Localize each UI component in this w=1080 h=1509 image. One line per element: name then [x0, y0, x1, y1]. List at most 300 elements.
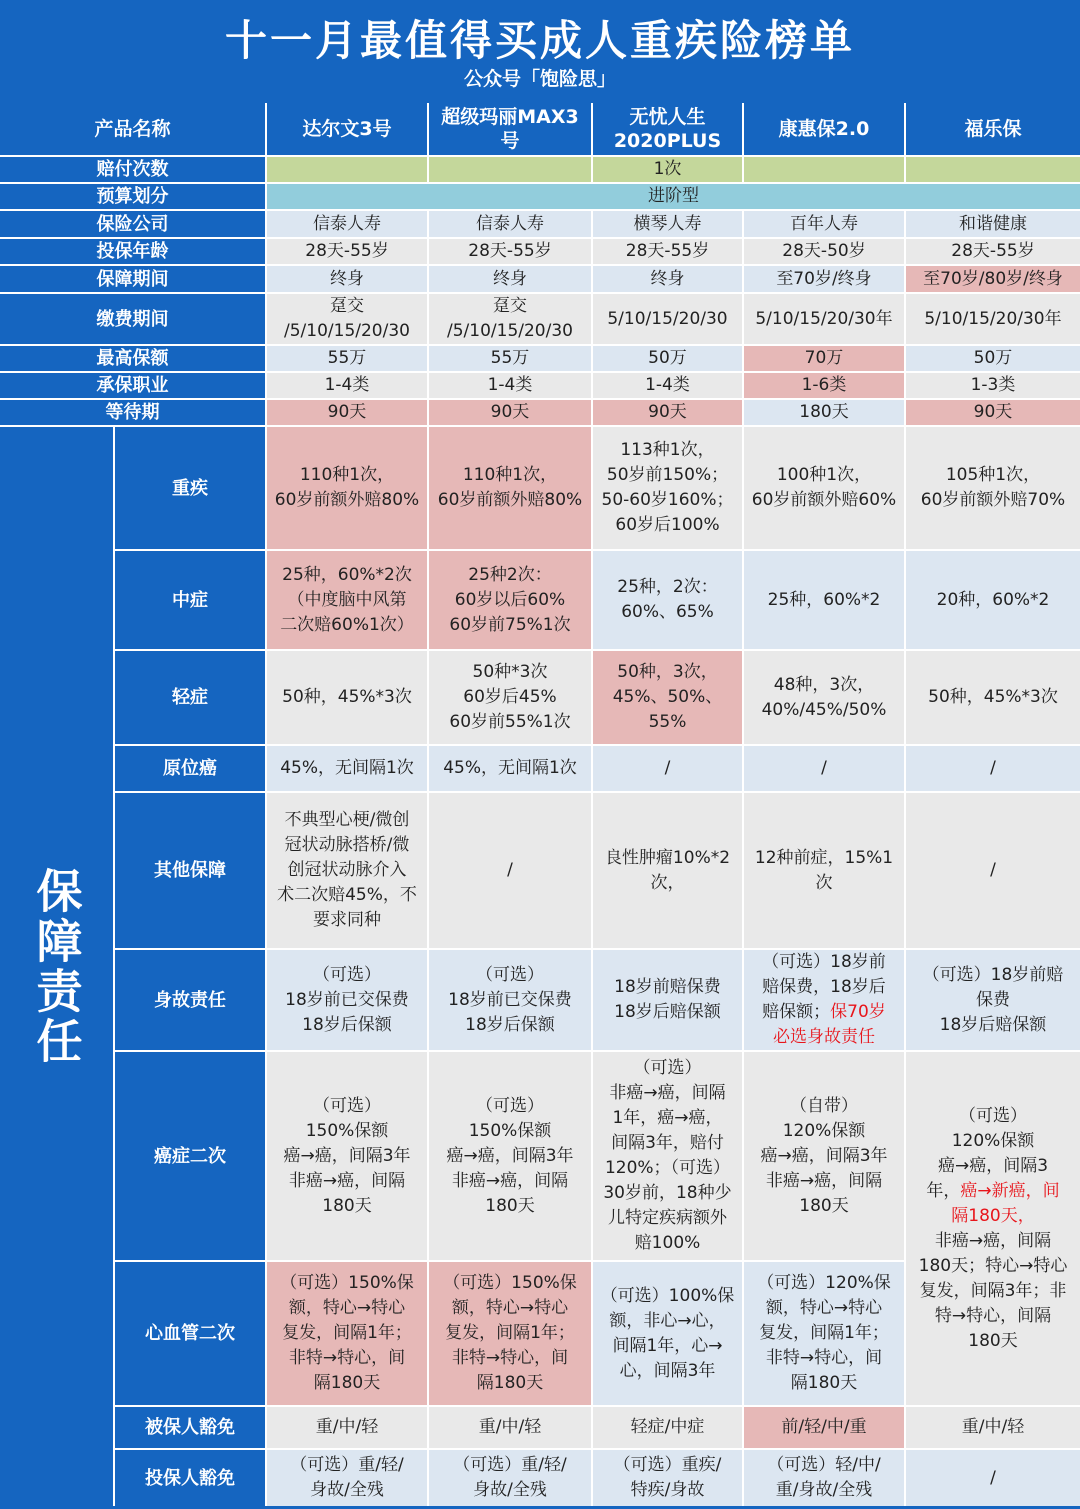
- row-label: [115, 551, 265, 649]
- cell-text: 终身: [493, 268, 527, 289]
- cell-content: [617, 575, 717, 625]
- cell-content: [821, 756, 827, 781]
- cell-text: 180天: [799, 402, 849, 422]
- table-cell: [906, 950, 1080, 1050]
- table-cell: [906, 294, 1080, 344]
- cell-text: （可选） 18岁前已交保费 18岁后保额: [285, 964, 409, 1035]
- cell-text: 百年人寿: [790, 213, 858, 234]
- page-title: 十一月最值得买成人重疾险榜单: [224, 16, 855, 65]
- cell-text: （可选）重/轻/ 身故/全残: [290, 1455, 404, 1500]
- table-cell: [267, 950, 427, 1050]
- table-cell: [267, 427, 427, 549]
- cell-content: [755, 846, 893, 896]
- cell-text: /: [664, 758, 671, 778]
- cell-content: [614, 1453, 722, 1503]
- row-label: [0, 157, 265, 182]
- product-header: [267, 103, 427, 155]
- cell-text: 1-4类: [324, 375, 370, 395]
- table-cell: [429, 427, 591, 549]
- cell-text: 28天-50岁: [782, 241, 866, 261]
- cell-text: 趸交 /5/10/15/20/30: [447, 296, 573, 341]
- cell-text: 产品名称: [94, 118, 171, 140]
- cell-text: 28天-55岁: [951, 241, 1035, 261]
- cell-text: 28天-55岁: [625, 241, 710, 261]
- table-cell: [429, 551, 591, 649]
- comparison-table: [0, 103, 1080, 1506]
- cell-text: 70万: [804, 348, 844, 368]
- cell-content: [799, 400, 848, 425]
- claims-cell: [593, 157, 742, 182]
- table-cell: [744, 373, 904, 398]
- cell-text: /: [821, 758, 827, 778]
- cell-text: 28天-55岁: [305, 241, 389, 261]
- row-label: [0, 184, 265, 209]
- cell-text: 110种1次， 60岁前额外赔80%: [437, 465, 583, 510]
- title-banner: [0, 0, 1080, 103]
- cell-text: 90天: [490, 402, 530, 422]
- cell-text: （可选）150%保 额，特心→特心 复发，间隔1年； 非特→特心，间 隔180天: [280, 1273, 414, 1393]
- table-cell: [267, 346, 427, 371]
- budget-cell: [267, 184, 1080, 209]
- cell-text: 无忧人生 2020PLUS: [613, 106, 722, 152]
- cell-content: [443, 756, 577, 781]
- cell-content: [438, 463, 582, 513]
- page-subtitle: 公众号「饱险思」: [463, 68, 616, 90]
- cell-text: 心血管二次: [145, 1323, 235, 1344]
- table-cell: [267, 1262, 427, 1405]
- cell-text: 25种，2次： 60%、65%: [617, 577, 718, 622]
- cell-text: 50种，45%*3次: [282, 687, 412, 707]
- cell-text: 55万: [327, 348, 367, 368]
- cell-text: 承保职业: [96, 375, 169, 396]
- cell-content: [476, 212, 544, 237]
- cell-content: [665, 756, 671, 781]
- cell-text: 重疾: [172, 477, 208, 499]
- table-cell: [429, 651, 591, 744]
- cell-text: 48种，3次， 40%/45%/50%: [761, 674, 887, 720]
- cell-text: 信泰人寿: [476, 213, 544, 234]
- table-cell: [906, 373, 1080, 398]
- cell-content: [603, 1056, 731, 1256]
- table-cell: [429, 373, 591, 398]
- table-cell: [267, 294, 427, 344]
- cell-text: 25种2次： 60岁以后60% 60岁前75%1次: [449, 564, 571, 635]
- table-cell: [267, 746, 427, 791]
- cell-text: 终身: [650, 268, 685, 289]
- cell-text: 1-6类: [801, 375, 847, 395]
- table-cell: [267, 793, 427, 948]
- cell-text: 预算划分: [96, 186, 169, 207]
- cell-text: 保险公司: [96, 213, 169, 235]
- cell-text: 50万: [648, 348, 687, 368]
- row-label: [0, 373, 265, 398]
- cell-text: 50万: [973, 348, 1013, 368]
- cell-text: （可选） 非癌→癌，间隔 1年，癌→癌， 间隔3年，赔付 120%；（可选） 30岁前，18种少 儿特定疾病额外 赔100%: [603, 1058, 732, 1253]
- table-cell: [906, 266, 1080, 292]
- cell-text: 不典型心梗/微创 冠状动脉搭桥/微 创冠状动脉介入 术二次赔45%，不 要求同种: [277, 810, 417, 930]
- cell-text: 赔付次数: [96, 159, 169, 180]
- table-cell: [906, 346, 1080, 371]
- cell-text: （可选）18岁前赔 保费 18岁后赔保额: [922, 964, 1064, 1035]
- product-header: [593, 103, 742, 155]
- cell-text: /: [507, 860, 513, 880]
- row-label: [0, 239, 265, 264]
- cell-content: [605, 846, 730, 896]
- table-cell: [593, 346, 742, 371]
- cell-text: （可选） 150%保额 癌→癌，间隔3年 非癌→癌，间隔 180天: [283, 1095, 411, 1216]
- claims-cell: [267, 157, 427, 182]
- cell-content: [648, 346, 687, 371]
- table-cell: [744, 400, 904, 425]
- cell-text: 重/中/轻: [478, 1417, 542, 1437]
- cell-text: 1-3类: [970, 375, 1016, 395]
- cell-content: [962, 1415, 1024, 1440]
- cell-text: 5/10/15/20/30: [607, 308, 728, 329]
- cell-text: 横琴人寿: [633, 213, 702, 234]
- cell-text: 90天: [648, 402, 687, 422]
- table-cell: [744, 551, 904, 649]
- cell-content: [284, 294, 410, 344]
- cell-text: 投保人豁免: [145, 1467, 235, 1489]
- table-cell: [744, 1450, 904, 1506]
- cell-content: [974, 346, 1013, 371]
- cell-text: 20种，60%*2: [936, 589, 1050, 610]
- row-label: [115, 1262, 265, 1405]
- cell-text: 良性肿瘤10%*2 次，: [604, 847, 731, 893]
- cell-content: [282, 685, 412, 710]
- cell-content: [762, 673, 887, 723]
- row-label: [115, 950, 265, 1050]
- cell-text: （可选） 150%保额 癌→癌，间隔3年 非癌→癌，间隔 180天: [446, 1095, 574, 1216]
- cell-content: [767, 1453, 880, 1503]
- cell-content: [280, 756, 414, 781]
- table-cell: [429, 746, 591, 791]
- cell-content: [493, 267, 527, 292]
- cell-text: 1-4类: [487, 375, 533, 395]
- cell-content: [990, 858, 996, 883]
- cell-content: [607, 307, 727, 332]
- cell-text: 90天: [973, 402, 1013, 422]
- table-cell: [593, 1407, 742, 1448]
- table-cell: [744, 1052, 904, 1260]
- table-cell: [906, 651, 1080, 744]
- cell-content: [449, 563, 570, 638]
- product-header: [906, 103, 1080, 155]
- cell-text: 身故责任: [154, 989, 226, 1011]
- table-cell: [429, 211, 591, 237]
- table-cell: [593, 239, 742, 264]
- highlight-text: 癌→新癌，间 隔180天，: [951, 1180, 1060, 1226]
- table-cell: [429, 400, 591, 425]
- table-cell: [906, 239, 1080, 264]
- section-label: [0, 427, 113, 1506]
- row-label: [0, 211, 265, 237]
- cell-content: [290, 1453, 403, 1503]
- cell-content: [755, 307, 892, 332]
- table-cell: [906, 1450, 1080, 1506]
- cell-content: [631, 1415, 705, 1440]
- cell-text: （可选）150%保 额，特心→特心 复发，间隔1年； 非特→特心，间 隔180天: [443, 1273, 577, 1393]
- cell-text: 中症: [172, 589, 208, 611]
- table-cell: [429, 266, 591, 292]
- cell-text: 保障期间: [96, 268, 169, 290]
- cell-content: [959, 212, 1027, 237]
- table-cell: [593, 950, 742, 1050]
- cell-content: [974, 400, 1013, 425]
- cell-text: 25种，60%*2: [767, 589, 881, 610]
- cell-text: 50种，3次， 45%、50%、55%: [612, 662, 723, 732]
- cell-text: 最高保额: [96, 348, 169, 369]
- table-cell: [429, 793, 591, 948]
- table-cell: [744, 211, 904, 237]
- cell-content: [448, 963, 572, 1038]
- table-cell: [593, 551, 742, 649]
- cell-content: [752, 463, 896, 513]
- table-cell: [744, 346, 904, 371]
- table-cell: [267, 551, 427, 649]
- cell-content: [971, 373, 1016, 398]
- cell-content: [626, 239, 709, 264]
- cell-text: 至70岁/80岁/终身: [923, 268, 1063, 289]
- table-cell: [744, 746, 904, 791]
- cell-content: [443, 1271, 577, 1396]
- product-header: [429, 103, 591, 155]
- table-cell: [429, 1407, 591, 1448]
- cell-text: 信泰人寿: [313, 213, 381, 234]
- cell-content: [468, 239, 551, 264]
- cell-content: [479, 1415, 541, 1440]
- table-cell: [744, 1407, 904, 1448]
- table-cell: [267, 211, 427, 237]
- cell-text: 45%，无间隔1次: [280, 758, 414, 778]
- cell-content: [768, 588, 881, 613]
- cell-content: [602, 438, 734, 538]
- table-cell: [744, 427, 904, 549]
- cell-text: 重/中/轻: [315, 1417, 379, 1437]
- cell-text: 5/10/15/20/30年: [755, 308, 893, 329]
- cell-text: 18岁前赔保费 18岁后赔保额: [614, 977, 721, 1022]
- table-cell: [429, 1450, 591, 1506]
- table-cell: [906, 400, 1080, 425]
- cell-content: [316, 1415, 378, 1440]
- cell-content: [446, 1094, 573, 1219]
- cell-text: （可选） 18岁前已交保费 18岁后保额: [448, 964, 572, 1035]
- cell-content: [277, 808, 417, 933]
- cell-text: 45%，无间隔1次: [443, 758, 577, 778]
- cell-text: /: [990, 758, 996, 778]
- cell-text: 轻症/中症: [630, 1417, 705, 1437]
- cell-text: 100种1次， 60岁前额外赔60%: [751, 465, 897, 510]
- cell-text: （可选）重/轻/ 身故/全残: [453, 1455, 567, 1500]
- table-cell: [267, 266, 427, 292]
- cell-content: [805, 346, 844, 371]
- cell-text: 90天: [327, 402, 367, 422]
- table-cell: [906, 746, 1080, 791]
- cell-content: [285, 963, 409, 1038]
- table-cell: [906, 1407, 1080, 1448]
- cell-text: 50种*3次 60岁后45% 60岁前55%1次: [449, 662, 571, 732]
- column-header-label: [0, 103, 265, 155]
- row-label: [0, 400, 265, 425]
- table-cell: [593, 1450, 742, 1506]
- cell-text: /: [990, 1467, 996, 1488]
- cell-content: [651, 267, 685, 292]
- table-cell: [429, 239, 591, 264]
- cell-content: [491, 400, 530, 425]
- table-cell: [906, 1052, 1080, 1405]
- cell-text: 前/轻/中/重: [781, 1417, 867, 1437]
- cell-text: 105种1次， 60岁前额外赔70%: [920, 465, 1066, 510]
- highlight-text: 保70岁 必选身故责任: [772, 1002, 886, 1047]
- product-header: [744, 103, 904, 155]
- table-cell: [267, 651, 427, 744]
- cell-content: [280, 1271, 414, 1396]
- table-cell: [593, 651, 742, 744]
- cell-content: [328, 346, 367, 371]
- table-cell: [593, 266, 742, 292]
- cell-content: [601, 1284, 735, 1384]
- cell-text: 25种，60%*2次 （中度脑中风第 二次赔60%1次）: [280, 564, 414, 635]
- claims-cell: [906, 157, 1080, 182]
- table-cell: [744, 651, 904, 744]
- cell-content: [924, 307, 1061, 332]
- table-cell: [429, 950, 591, 1050]
- cell-content: [491, 346, 530, 371]
- table-cell: [593, 427, 742, 549]
- cell-content: [782, 239, 865, 264]
- cell-content: [488, 373, 533, 398]
- table-cell: [906, 793, 1080, 948]
- table-cell: [267, 239, 427, 264]
- cell-content: [330, 267, 364, 292]
- cell-text: 重/中/轻: [961, 1417, 1025, 1437]
- cell-text: 50种，45%*3次: [928, 687, 1058, 707]
- table-cell: [744, 793, 904, 948]
- cell-text: 非癌→癌，间隔 180天；特心→特心 复发，间隔3年；非 特→特心，间隔 180天: [918, 1230, 1068, 1351]
- cell-content: [928, 685, 1058, 710]
- cell-content: [937, 588, 1050, 613]
- table-cell: [593, 373, 742, 398]
- cell-text: 1-4类: [645, 375, 690, 395]
- table-cell: [744, 950, 904, 1050]
- cell-content: [453, 1453, 566, 1503]
- cell-text: 进阶型: [648, 186, 699, 206]
- cell-content: [781, 1415, 866, 1440]
- cell-content: [921, 463, 1065, 513]
- cell-text: 康惠保2.0: [778, 118, 870, 140]
- row-label: [0, 294, 265, 344]
- cell-content: [325, 373, 370, 398]
- cell-content: [280, 563, 414, 638]
- cell-content: [776, 267, 871, 292]
- cell-text: 保障责任: [29, 866, 84, 1067]
- row-label: [0, 266, 265, 292]
- table-cell: [744, 239, 904, 264]
- cell-content: [614, 975, 721, 1025]
- cell-text: 达尔文3号: [302, 118, 392, 140]
- cell-text: 终身: [330, 268, 364, 289]
- table-cell: [593, 793, 742, 948]
- cell-text: /: [990, 860, 996, 880]
- claims-cell: [744, 157, 904, 182]
- cell-content: [923, 267, 1063, 292]
- cell-content: [762, 950, 886, 1050]
- cell-text: 福乐保: [964, 118, 1022, 140]
- cell-text: 55万: [490, 348, 530, 368]
- cell-text: 被保人豁免: [145, 1417, 235, 1438]
- table-cell: [744, 294, 904, 344]
- cell-content: [645, 373, 690, 398]
- cell-content: [923, 963, 1064, 1038]
- cell-content: [275, 463, 419, 513]
- table-cell: [267, 400, 427, 425]
- cell-text: 28天-55岁: [468, 241, 552, 261]
- cell-text: （自带） 120%保额 癌→癌，间隔3年 非癌→癌，间隔 180天: [760, 1095, 888, 1216]
- cell-text: 110种1次， 60岁前额外赔80%: [274, 465, 420, 510]
- cell-content: [328, 400, 367, 425]
- row-label: [115, 1450, 265, 1506]
- table-cell: [593, 746, 742, 791]
- table-cell: [429, 1052, 591, 1260]
- cell-content: [990, 1466, 996, 1491]
- table-cell: [906, 551, 1080, 649]
- table-cell: [593, 1262, 742, 1405]
- row-label: [115, 651, 265, 744]
- table-cell: [267, 373, 427, 398]
- cell-content: [313, 212, 381, 237]
- claims-cell: [429, 157, 591, 182]
- cell-content: [634, 212, 702, 237]
- cell-text: （可选）重疾/ 特疾/身故: [613, 1455, 722, 1500]
- cell-text: （可选）轻/中/ 重/身故/全残: [767, 1455, 881, 1500]
- cell-content: [802, 373, 847, 398]
- cell-content: [596, 660, 739, 735]
- table-cell: [744, 266, 904, 292]
- table-cell: [267, 1450, 427, 1506]
- cell-text: 5/10/15/20/30年: [924, 308, 1062, 329]
- cell-content: [283, 1094, 410, 1219]
- cell-text: 原位癌: [163, 758, 217, 779]
- table-cell: [593, 400, 742, 425]
- cell-text: 癌症二次: [154, 1145, 226, 1167]
- row-label: [115, 1407, 265, 1448]
- row-label: [115, 746, 265, 791]
- cell-content: [648, 400, 687, 425]
- cell-text: （可选） 120%保额 癌→癌，间隔3 年，: [926, 1105, 1049, 1201]
- cell-content: [305, 239, 388, 264]
- cell-content: [507, 858, 513, 883]
- table-cell: [593, 211, 742, 237]
- cell-text: 1次: [653, 159, 682, 179]
- table-cell: [267, 1407, 427, 1448]
- cell-text: 113种1次， 50岁前150%； 50-60岁160%； 60岁后100%: [601, 440, 734, 535]
- table-cell: [267, 1052, 427, 1260]
- cell-content: [990, 756, 996, 781]
- table-cell: [906, 427, 1080, 549]
- cell-text: 等待期: [105, 402, 160, 423]
- cell-content: [760, 1094, 887, 1219]
- cell-text: 趸交 /5/10/15/20/30: [284, 296, 410, 341]
- cell-content: [919, 1104, 1068, 1354]
- row-label: [115, 427, 265, 549]
- cell-content: [447, 294, 573, 344]
- row-label: [115, 793, 265, 948]
- table-cell: [593, 294, 742, 344]
- table-cell: [429, 1262, 591, 1405]
- table-cell: [593, 1052, 742, 1260]
- cell-content: [951, 239, 1034, 264]
- cell-text: 12种前症，15%1 次: [754, 847, 894, 893]
